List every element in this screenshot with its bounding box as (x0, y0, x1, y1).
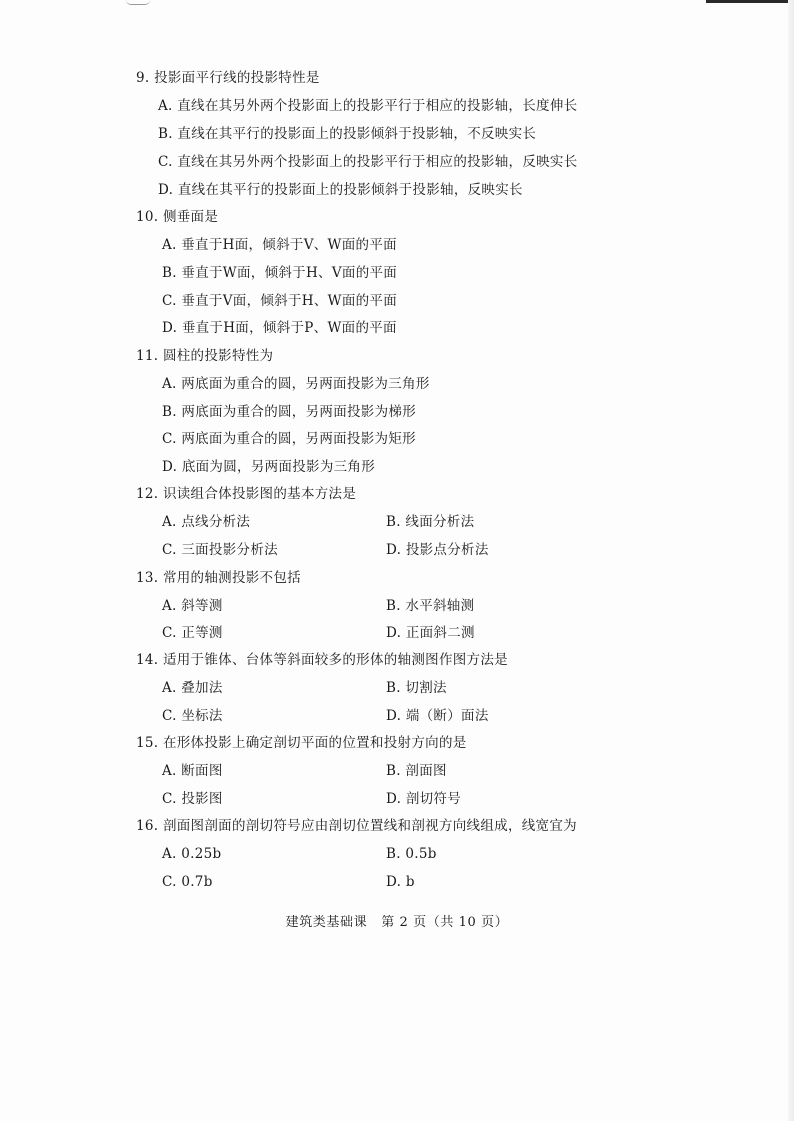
question-15-option-b: B. 剖面图 (386, 763, 447, 779)
question-9-option-d: D. 直线在其平行的投影面上的投影倾斜于投影轴，反映实长 (158, 182, 523, 198)
question-16-option-b: B. 0.5b (386, 846, 437, 862)
question-12-option-a: A. 点线分析法 (162, 514, 251, 530)
question-14-option-a: A. 叠加法 (162, 680, 223, 696)
question-11-option-a: A. 两底面为重合的圆，另两面投影为三角形 (162, 376, 430, 392)
question-14-option-c: C. 坐标法 (162, 708, 223, 724)
question-10-stem: 10. 侧垂面是 (136, 209, 219, 225)
question-13-option-a: A. 斜等测 (162, 598, 223, 614)
scan-edge-top (706, 0, 794, 3)
scan-edge-right (788, 0, 794, 1121)
question-12-option-c: C. 三面投影分析法 (162, 542, 278, 558)
question-13-stem: 13. 常用的轴测投影不包括 (136, 570, 301, 586)
question-16-option-c: C. 0.7b (162, 874, 213, 890)
footer-page-info: 第 2 页（共 10 页） (381, 915, 509, 930)
question-15-option-a: A. 断面图 (162, 763, 223, 779)
page-footer (0, 911, 794, 930)
question-11-stem: 11. 圆柱的投影特性为 (136, 348, 274, 364)
question-14-option-b: B. 切割法 (386, 680, 447, 696)
question-15-option-c: C. 投影图 (162, 791, 223, 807)
question-10-option-d: D. 垂直于H面，倾斜于P、W面的平面 (162, 320, 397, 336)
question-15-stem: 15. 在形体投影上确定剖切平面的位置和投射方向的是 (136, 735, 467, 751)
question-11-option-b: B. 两底面为重合的圆，另两面投影为梯形 (162, 404, 417, 420)
question-10-option-a: A. 垂直于H面，倾斜于V、W面的平面 (162, 237, 397, 253)
question-16-option-a: A. 0.25b (162, 846, 222, 862)
question-9-stem: 9. 投影面平行线的投影特性是 (136, 70, 320, 86)
question-10-option-c: C. 垂直于V面，倾斜于H、W面的平面 (162, 293, 398, 309)
footer-subject: 建筑类基础课 (285, 915, 368, 930)
question-16-option-d: D. b (386, 874, 415, 890)
question-9-option-b: B. 直线在其平行的投影面上的投影倾斜于投影轴，不反映实长 (158, 126, 537, 142)
question-15-option-d: D. 剖切符号 (386, 791, 462, 807)
question-16-stem: 16. 剖面图剖面的剖切符号应由剖切位置线和剖视方向线组成，线宽宜为 (136, 818, 577, 834)
question-11-option-c: C. 两底面为重合的圆，另两面投影为矩形 (162, 431, 416, 447)
question-13-option-c: C. 正等测 (162, 625, 223, 641)
question-12-stem: 12. 识读组合体投影图的基本方法是 (136, 486, 357, 502)
question-11-option-d: D. 底面为圆，另两面投影为三角形 (162, 459, 376, 475)
question-14-stem: 14. 适用于锥体、台体等斜面较多的形体的轴测图作图方法是 (136, 652, 508, 668)
question-13-option-b: B. 水平斜轴测 (386, 598, 475, 614)
question-13-option-d: D. 正面斜二测 (386, 625, 475, 641)
question-9-option-a: A. 直线在其另外两个投影面上的投影平行于相应的投影轴，长度伸长 (158, 98, 578, 114)
question-10-option-b: B. 垂直于W面，倾斜于H、V面的平面 (162, 265, 398, 281)
question-12-option-b: B. 线面分析法 (386, 514, 475, 530)
question-12-option-d: D. 投影点分析法 (386, 542, 489, 558)
corner-mark (126, 0, 150, 5)
question-14-option-d: D. 端（断）面法 (386, 708, 489, 724)
question-9-option-c: C. 直线在其另外两个投影面上的投影平行于相应的投影轴，反映实长 (158, 154, 578, 170)
